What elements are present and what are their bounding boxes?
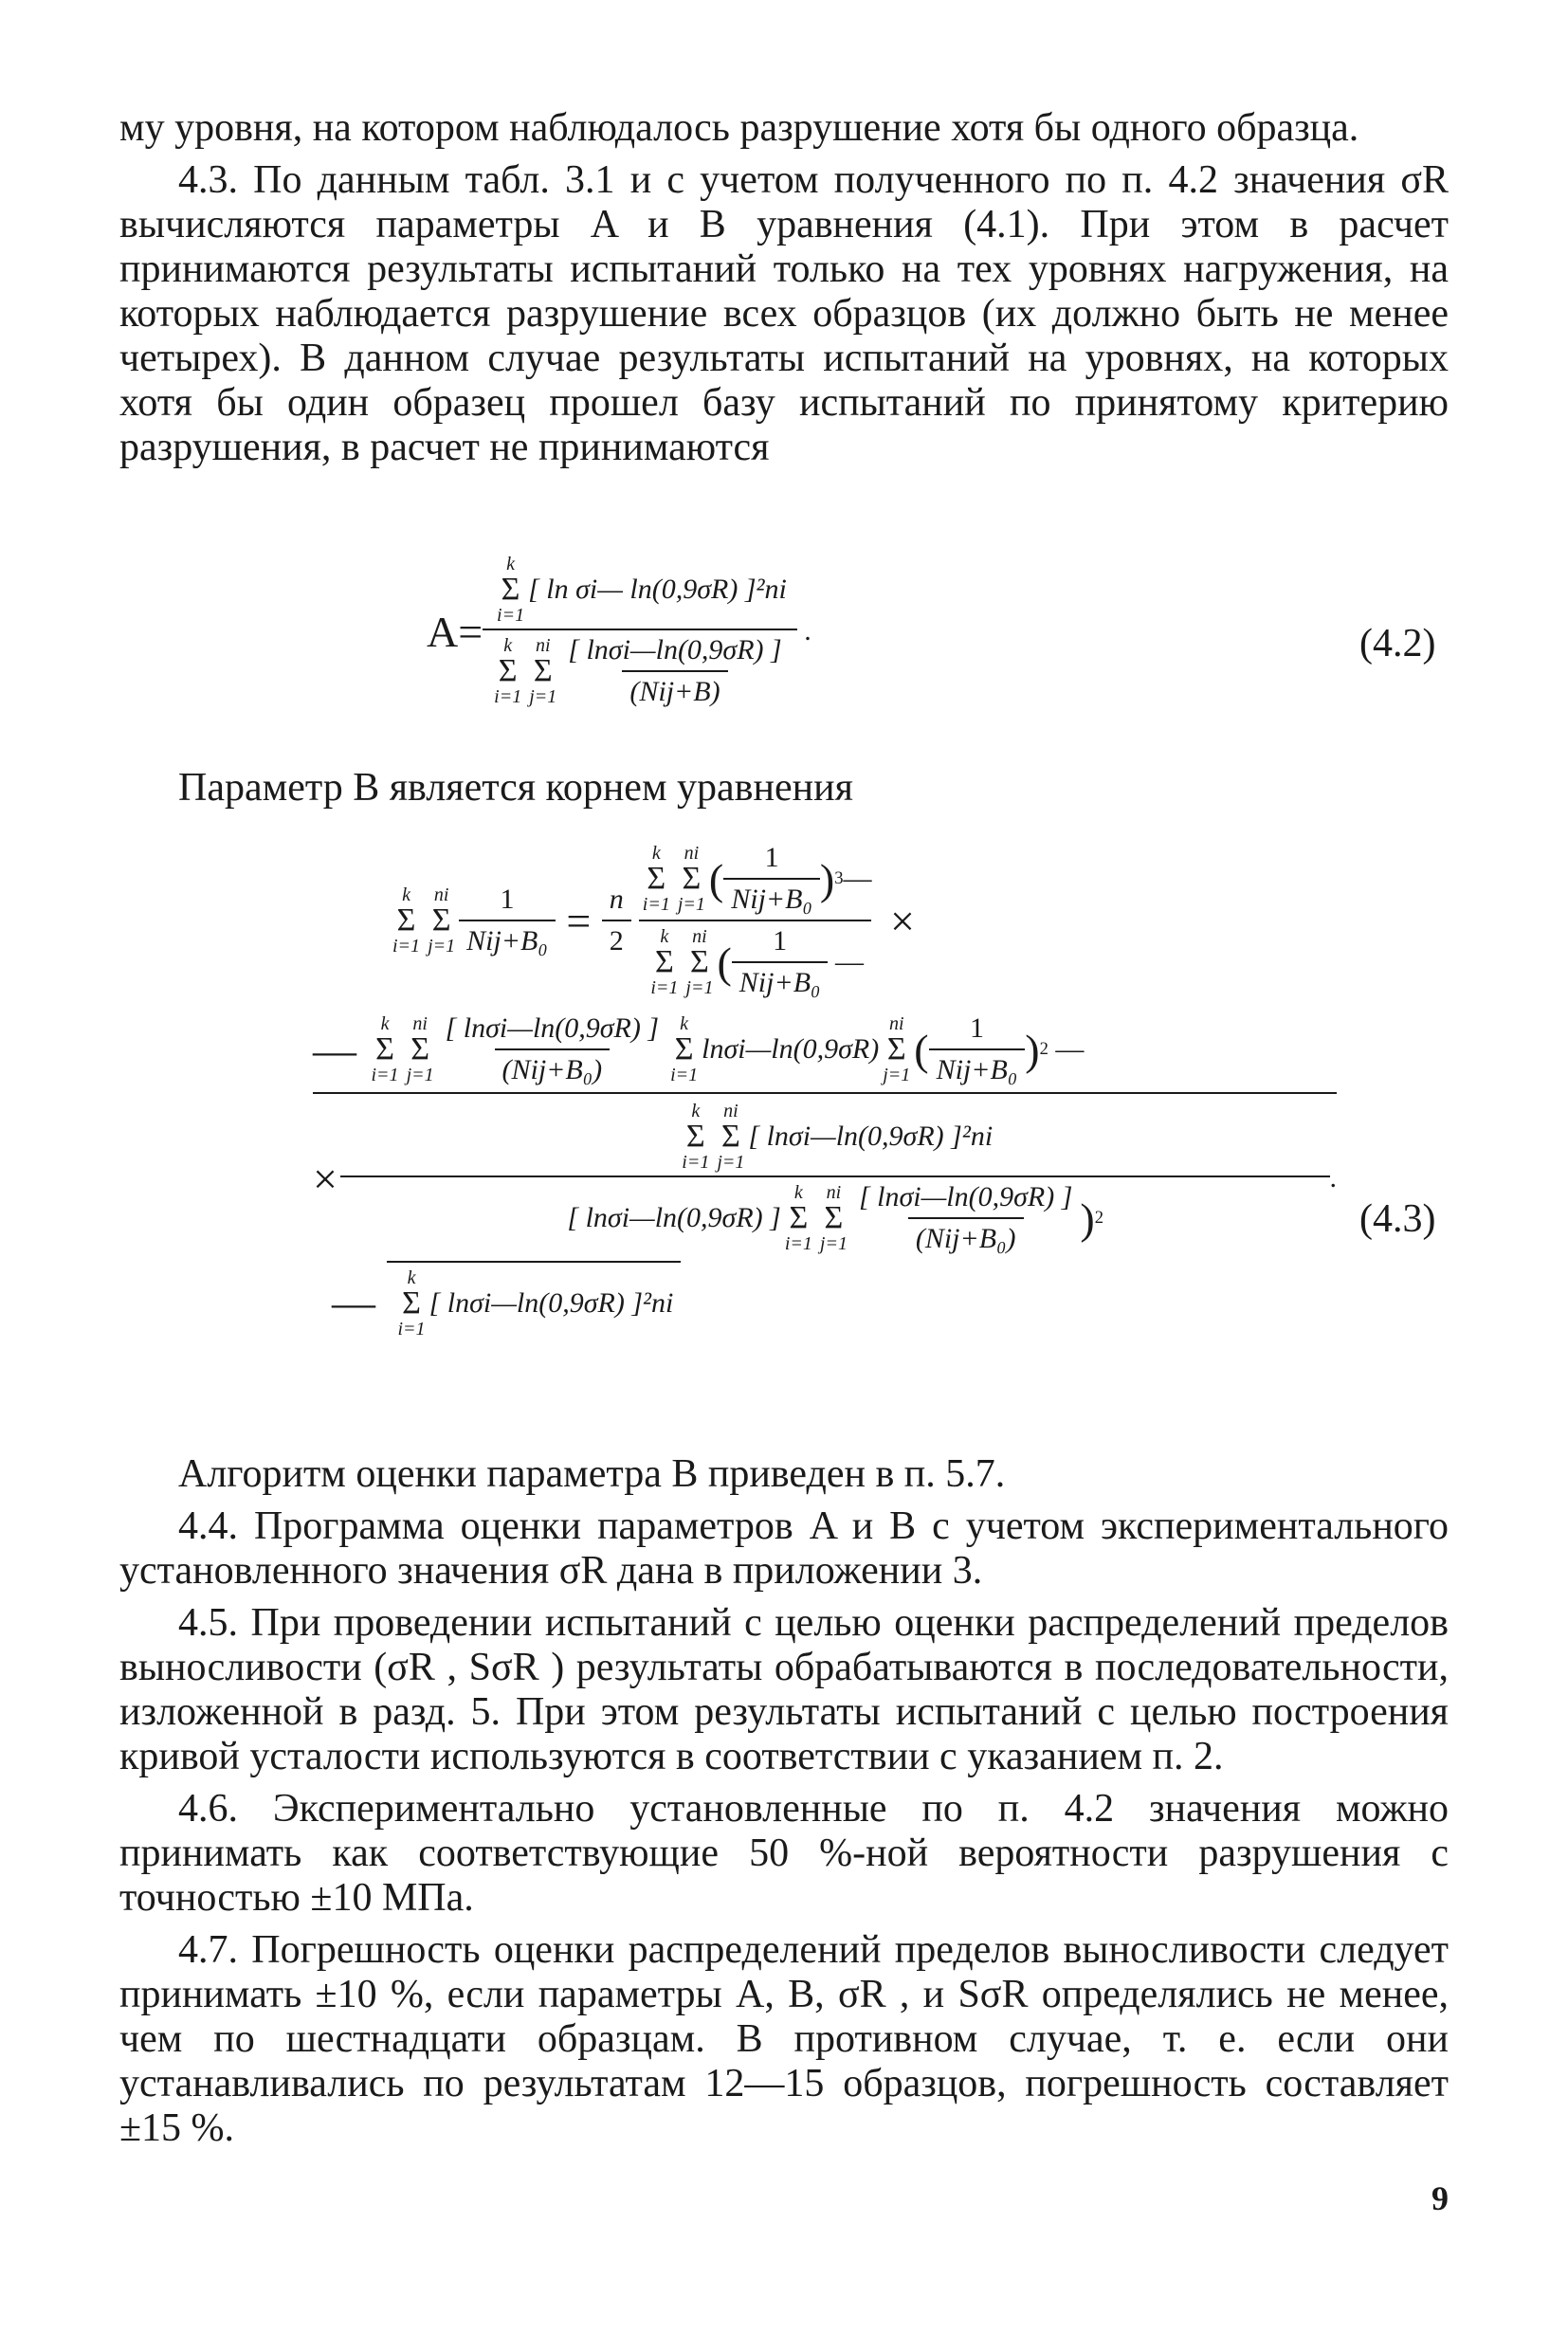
- fraction-lower: k Σ i=1 ni Σ j=1 [ lnσi—ln(0,9σR) ]²ni [ lnσi—ln(0,9σR) ] k Σ i=1 ni Σ j=1 $\frac{[ \ln\sigma i—\ln(0,9\sigma R) ]}{\text{(Nij+B₀)}}$ ) 2: [348, 1102, 1322, 1255]
- formula-4-3: k Σ i=1 ni Σ j=1 $\frac{1}{\text{Nij+B₀}}$ = $\frac{n}{2}$ k Σ i=1 ni Σ j=1 ( $\frac{1}{\text{Nij+B₀}}$ ) 3 — k Σ i=1 ni Σ j=1 ( $\frac{1}{\text{Nij+B₀}}$ — × — k Σ i=1 ni Σ j=1 $\frac{[ \ln\sigma i—\ln(0,9\sigma R) ]}{\text{(Nij+B₀)}}$ k Σ i=1 lnσi—ln(0,9σR) ni Σ j=1 ( $\frac{1}{\text{Nij+B₀}}$ ) 2 — × k Σ i=1 ni Σ j=1 [ lnσi—ln(0,9σR) ]²ni [ lnσi—ln(0,9σR) ] k Σ i=1 ni Σ j=1 $\frac{[ \ln\sigma i—\ln(0,9\sigma R) ]}{\text{(Nij+B₀)}}$ ) 2 . — k Σ i=1 [ lnσi—ln(0,9σR) ]²ni: [313, 842, 1337, 1342]
- equation-number-4-2: (4.2): [1359, 622, 1436, 665]
- paragraph-4-7: 4.7. Погрешность оценки распределений пределов выносливости следует принимать ±10 %, если параметры A, B, σR , и SσR определялись не менее, чем по шестнадцати образцам. В противном случае, т. е. если они устанавливались по результатам 12—15 образцов, погрешность составляет ±15 %.: [119, 1928, 1449, 2150]
- formula-4-2: A= k Σ i=1 [ ln σi— ln(0,9σR) ]²ni k Σ i=1 ni Σ j=1 $\frac{[ \ln\sigma i—\ln(0,9\sigma R) ]}{\text{(Nij+B)}}$ .: [427, 554, 811, 707]
- sum-symbol: k Σ i=1: [494, 635, 522, 707]
- inner-fraction: $\frac{[ \ln\sigma i—\ln(0,9\sigma R) ]}{\text{(Nij+B)}}$: [568, 634, 782, 707]
- fraction-1-over-n: $\frac{1}{\text{Nij+B₀}}$: [459, 884, 556, 957]
- formula-lhs: A=: [427, 607, 483, 656]
- equation-number-4-3: (4.3): [1359, 1197, 1436, 1241]
- param-b-text-block: [119, 766, 1449, 818]
- formula-numerator: [ ln σi— ln(0,9σR) ]²ni: [528, 574, 787, 605]
- fraction-big-ratio: k Σ i=1 ni Σ j=1 ( $\frac{1}{\text{Nij+B₀}}$ ) 3 — k Σ i=1 ni Σ j=1 ( $\frac{1}{\text{Nij+B₀}}$ —: [631, 842, 880, 999]
- bottom-text: [119, 1452, 1449, 2159]
- paragraph-algorithm: Алгоритм оценки параметра B приведен в п. 5.7.: [178, 1452, 1006, 1496]
- top-text: [119, 106, 1449, 478]
- sum-symbol: ni Σ j=1: [529, 635, 557, 707]
- paragraph-4-6: 4.6. Экспериментально установленные по п. 4.2 значения можно принимать как соответствующие 50 %-ной вероятности разрушения с точностью ±10 МПа.: [119, 1787, 1449, 1920]
- page-number: 9: [1431, 2179, 1449, 2217]
- paragraph-4-3: 4.3. По данным табл. 3.1 и с учетом полученного по п. 4.2 значения σR вычисляются параметры A и B уравнения (4.1). При этом в расчет принимаются результаты испытаний только на тех уровнях нагружения, на которых наблюдается разрушение всех образцов (их должно быть не менее четырех). В данном случае результаты испытаний на уровнях, на которых хотя бы один образец прошел базу испытаний по принятому критерию разрушения, в расчет не принимаются: [119, 158, 1449, 469]
- param-b-text: Параметр B является корнем уравнения: [178, 766, 853, 810]
- fraction-n-over-2: $\frac{n}{2}$: [602, 884, 631, 957]
- paragraph-4-5: 4.5. При проведении испытаний с целью оценки распределений пределов выносливости (σR , SσR ) результаты обрабатываются в последовательности, изложенной в разд. 5. При этом результаты испытаний с целью построения кривой усталости используются в соответствии с указанием п. 2.: [119, 1601, 1449, 1778]
- formula-fraction: [483, 555, 797, 708]
- paragraph-continuation: му уровня, на котором наблюдалось разрушение хотя бы одного образца.: [119, 106, 1359, 150]
- paragraph-4-4: 4.4. Программа оценки параметров A и B с учетом экспериментального установленного значения σR дана в приложении 3.: [119, 1504, 1449, 1593]
- sum-symbol: k Σ i=1: [497, 554, 525, 626]
